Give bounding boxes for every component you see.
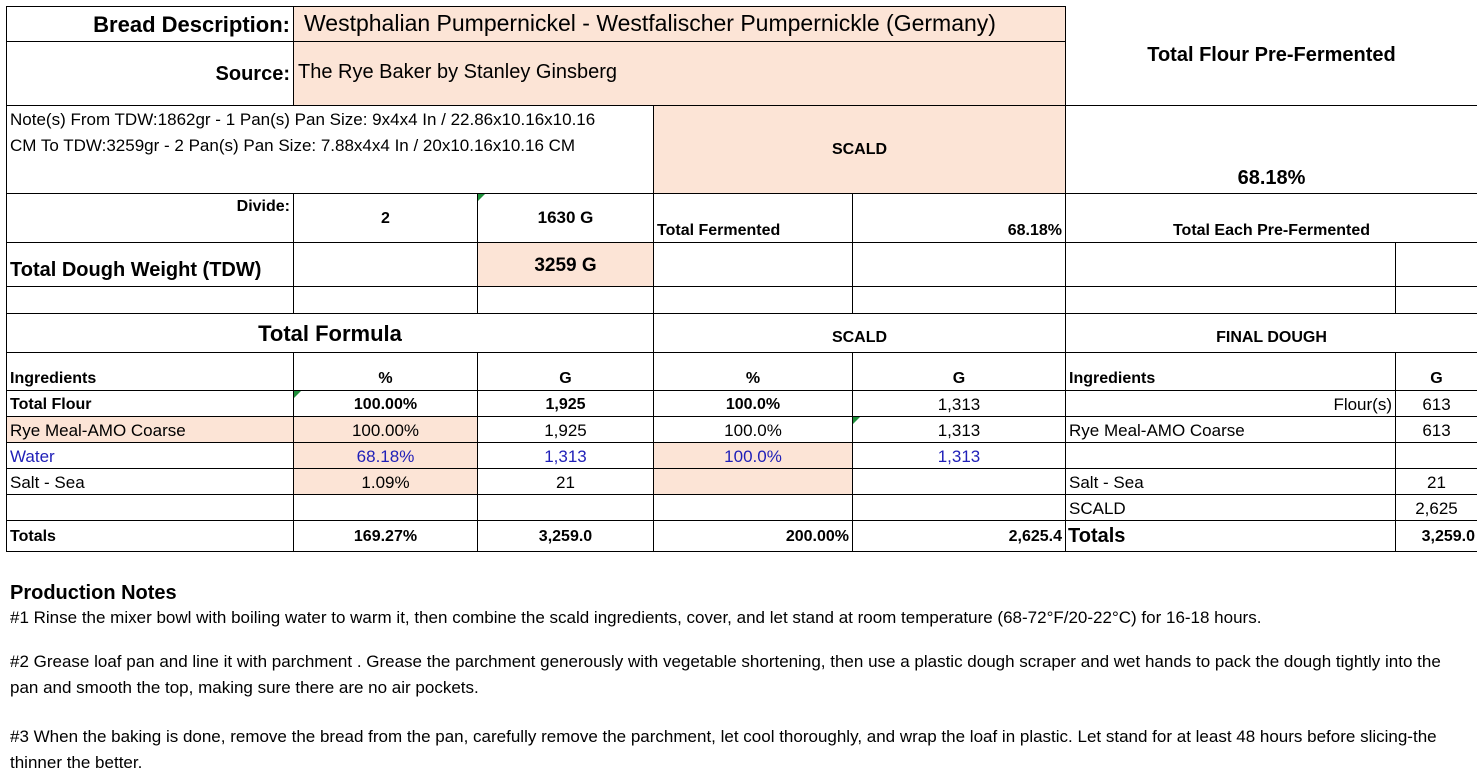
final-dough-title: FINAL DOUGH — [1216, 329, 1327, 346]
row-salt-final-name: Salt - Sea — [1069, 473, 1144, 492]
grid-line — [6, 494, 1477, 495]
notes-line-1[interactable]: Note(s) From TDW:1862gr - 1 Pan(s) Pan Size: 9x4x4 In / 22.86x10.16x10.16 — [10, 110, 596, 129]
totals-label: Totals — [10, 528, 56, 545]
grid-line — [852, 193, 853, 314]
row-salt-final-g: 21 — [1427, 473, 1446, 492]
row-rye-pct[interactable]: 100.00% — [351, 421, 420, 440]
grid-line — [293, 6, 294, 106]
totals-final-label: Totals — [1068, 525, 1126, 547]
final-col-ingredients-header: Ingredients — [1069, 370, 1156, 387]
grid-line — [6, 352, 1477, 353]
grid-line — [6, 286, 1477, 287]
tdw-value[interactable]: 3259 G — [534, 255, 597, 276]
notes-line-2[interactable]: CM To TDW:3259gr - 2 Pan(s) Pan Size: 7.88x4x4 In / 20x10.16x10.16 CM — [10, 136, 576, 155]
grid-line — [6, 105, 1477, 106]
row-water-g: 1,313 — [544, 447, 587, 466]
row-scald-final-g: 2,625 — [1415, 499, 1458, 518]
row-rye-name[interactable]: Rye Meal-AMO Coarse — [10, 421, 186, 440]
col-ingredients-header: Ingredients — [10, 370, 97, 387]
divide-value[interactable]: 2 — [381, 210, 390, 227]
grid-line — [6, 313, 1477, 314]
comment-marker-icon[interactable] — [853, 417, 860, 424]
row-salt-name[interactable]: Salt - Sea — [10, 473, 85, 492]
grid-line — [6, 41, 1065, 42]
total-each-prefermented-label: Total Each Pre-Fermented — [1172, 222, 1371, 239]
totals-g: 3,259.0 — [538, 528, 593, 545]
description-label: Bread Description: — [93, 12, 290, 37]
row-total-flour-final-g: 613 — [1422, 395, 1451, 414]
row-rye-g: 1,925 — [544, 421, 587, 440]
row-salt-scald-pct-fill — [654, 469, 852, 494]
grid-line — [6, 416, 1477, 417]
row-water-name[interactable]: Water — [10, 447, 55, 466]
total-flour-prefermented-value: 68.18% — [1237, 167, 1306, 189]
grid-line — [477, 352, 478, 552]
source-label: Source: — [215, 63, 290, 85]
production-note-1: #1 Rinse the mixer bowl with boiling water to warm it, then combine the scald ingredients, cover, and let stand at room temperature (68-72°F/20-22°C) for 16-18 hours. — [10, 608, 1262, 627]
row-rye-final-name: Rye Meal-AMO Coarse — [1069, 421, 1245, 440]
final-col-g-header: G — [1430, 370, 1443, 387]
row-rye-final-g: 613 — [1422, 421, 1451, 440]
row-total-flour-final-name: Flour(s) — [1333, 395, 1392, 414]
comment-marker-icon[interactable] — [478, 194, 485, 201]
row-salt-pct[interactable]: 1.09% — [361, 473, 410, 492]
grid-line — [293, 193, 294, 314]
grid-line — [293, 352, 294, 552]
totals-scald-pct: 200.00% — [785, 528, 849, 545]
grid-line — [6, 6, 1065, 7]
comment-marker-icon[interactable] — [294, 391, 301, 398]
row-rye-scald-g: 1,313 — [937, 421, 981, 440]
row-total-flour-g: 1,925 — [545, 396, 586, 413]
scald-header-label: SCALD — [831, 141, 888, 158]
source-value[interactable]: The Rye Baker by Stanley Ginsberg — [298, 61, 618, 83]
row-total-flour-name: Total Flour — [10, 396, 92, 413]
grid-line — [477, 193, 478, 314]
grid-line — [653, 105, 654, 552]
grid-line — [1065, 6, 1066, 552]
row-total-flour-scald-pct: 100.0% — [725, 396, 781, 413]
tdw-label: Total Dough Weight (TDW) — [10, 259, 262, 281]
row-total-flour-scald-g: 1,313 — [937, 395, 981, 414]
grid-line — [6, 193, 1477, 194]
row-total-flour-pct: 100.00% — [353, 396, 418, 413]
total-fermented-label: Total Fermented — [657, 222, 781, 239]
row-water-pct[interactable]: 68.18% — [356, 447, 415, 466]
total-formula-title: Total Formula — [258, 321, 402, 346]
totals-scald-g: 2,625.4 — [1008, 528, 1062, 545]
scald-col-g-header: G — [952, 370, 966, 387]
total-flour-prefermented-label: Total Flour Pre-Fermented — [1147, 44, 1396, 66]
production-note-2: #2 Grease loaf pan and line it with parchment . Grease the parchment generously with vegetable shortening, then use a plastic dough scraper and wet hands to pack the dough tightly into the pan and smooth the top, making sure there are no air pockets. — [10, 652, 1441, 697]
production-note-3: #3 When the baking is done, remove the bread from the pan, carefully remove the parchment, let cool thoroughly, and wrap the loaf in plastic. Let stand for at least 48 hours before slicing-the thinner the better. — [10, 727, 1437, 772]
grid-line — [6, 520, 1477, 521]
totals-pct: 169.27% — [353, 528, 418, 545]
grid-line — [6, 468, 1477, 469]
grid-line — [6, 551, 1477, 552]
row-salt-g: 21 — [556, 473, 575, 492]
grid-line — [6, 6, 7, 552]
grid-line — [1395, 242, 1396, 314]
grid-line — [1395, 352, 1396, 552]
row-scald-final-name: SCALD — [1069, 499, 1126, 518]
production-notes-title: Production Notes — [10, 582, 177, 604]
divide-weight[interactable]: 1630 G — [537, 208, 594, 227]
grid-line — [6, 242, 1477, 243]
total-fermented-value: 68.18% — [1007, 222, 1062, 239]
grid-line — [6, 390, 1477, 391]
totals-final-g: 3,259.0 — [1421, 528, 1475, 545]
scald-section-title: SCALD — [831, 329, 888, 346]
row-rye-scald-pct: 100.0% — [724, 421, 782, 440]
grid-line — [6, 442, 1477, 443]
grid-line — [852, 352, 853, 552]
row-water-scald-pct[interactable]: 100.0% — [724, 447, 782, 466]
divide-label: Divide: — [236, 198, 290, 215]
col-pct-header: % — [378, 370, 393, 387]
row-water-scald-g: 1,313 — [937, 447, 981, 466]
col-g-header: G — [559, 370, 572, 387]
description-value[interactable]: Westphalian Pumpernickel - Westfalischer Pumpernickle (Germany) — [304, 10, 996, 36]
scald-col-pct-header: % — [745, 370, 761, 387]
